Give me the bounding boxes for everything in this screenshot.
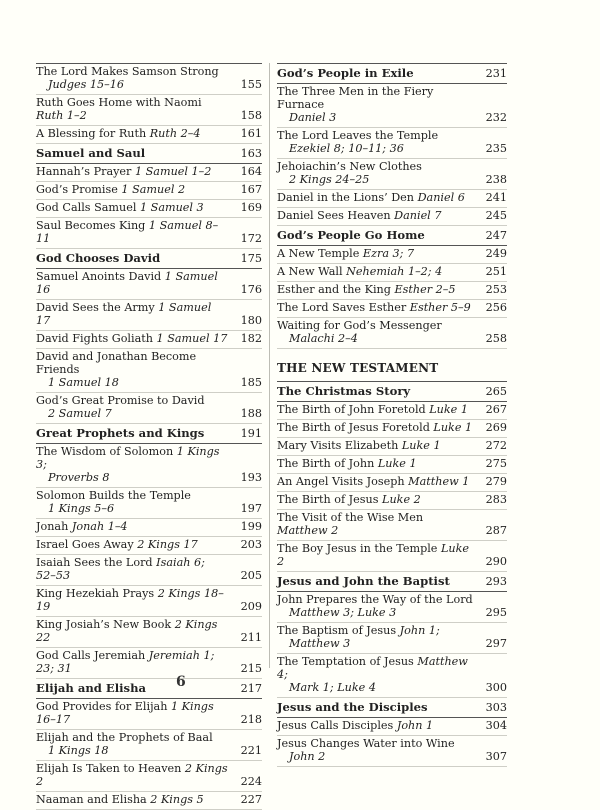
entry-title: The Boy Jesus in the Temple [277, 542, 441, 555]
toc-entry [36, 63, 262, 95]
toc-section-heading [277, 572, 507, 592]
entry-title: Elijah Is Taken to Heaven [36, 762, 185, 775]
page-ref: 224 [240, 775, 262, 788]
entry-title: The Three Men in the Fiery Furnace [277, 85, 434, 111]
toc-entry [277, 318, 507, 349]
section-title: Jesus and the Disciples [277, 700, 428, 714]
scripture-reference: Luke 1 [401, 439, 441, 452]
toc-entry [277, 438, 507, 456]
toc-entry [277, 736, 507, 767]
scripture-reference: 1 Kings 16–17 [36, 700, 214, 726]
entry-title: A New Temple [277, 247, 363, 260]
toc-entry [36, 331, 262, 349]
scripture-reference: 2 Kings 5 [150, 793, 204, 806]
toc-section-heading [36, 144, 262, 164]
page-ref: 211 [240, 631, 262, 644]
scripture-reference-continued: Malachi 2–4 [289, 332, 358, 345]
toc-entry [277, 456, 507, 474]
scripture-reference: 1 Samuel 1–2 [134, 165, 212, 178]
scripture-reference: Matthew 2 [277, 524, 339, 537]
toc-entry [36, 182, 262, 200]
scripture-reference: 1 Kings 3; [36, 445, 220, 471]
page-ref: 272 [485, 439, 507, 452]
page-ref: 188 [240, 407, 262, 420]
entry-title: Daniel Sees Heaven [277, 209, 395, 222]
scripture-reference: Jonah 1–4 [71, 520, 128, 533]
entry-title: John Prepares the Way of the Lord [277, 593, 473, 606]
scripture-reference: Ruth 1–2 [36, 109, 87, 122]
scripture-reference: 2 Kings 17 [137, 538, 198, 551]
scripture-reference: 1 Samuel 2 [121, 183, 186, 196]
toc-entry [36, 488, 262, 519]
page-ref: 295 [485, 606, 507, 619]
scripture-reference: Isaiah 6; 52–53 [36, 556, 205, 582]
toc-entry [36, 586, 262, 617]
toc-entry [36, 761, 262, 792]
entry-title: Israel Goes Away [36, 538, 138, 551]
toc-section-heading [36, 249, 262, 269]
scripture-reference: Luke 1 [377, 457, 417, 470]
toc-entry [277, 246, 507, 264]
page-ref: 275 [485, 457, 507, 470]
page-ref: 304 [485, 719, 507, 732]
section-title: Great Prophets and Kings [36, 426, 205, 440]
page-ref: 169 [240, 201, 262, 214]
toc-entry [277, 623, 507, 654]
toc-section-heading [36, 679, 262, 699]
section-title: God Chooses David [36, 251, 161, 265]
scripture-reference: Jeremiah 1; 23; 31 [36, 649, 215, 675]
toc-entry [36, 218, 262, 249]
toc-entry [36, 393, 262, 424]
scripture-reference: 1 Samuel 17 [156, 332, 228, 345]
scripture-reference: Esther 2–5 [394, 283, 456, 296]
page-ref: 155 [240, 78, 262, 91]
entry-title: The Baptism of Jesus [277, 624, 400, 637]
toc-entry [36, 648, 262, 679]
scripture-reference: 1 Samuel 3 [139, 201, 204, 214]
page-ref: 172 [240, 232, 262, 245]
entry-title: The Lord Leaves the Temple [277, 129, 439, 142]
page-ref: 163 [240, 147, 262, 160]
toc-entry [36, 555, 262, 586]
scripture-reference-continued: Matthew 3; Luke 3 [289, 606, 397, 619]
page-ref: 193 [240, 471, 262, 484]
entry-title: Isaiah Sees the Lord [36, 556, 157, 569]
toc-entry [277, 84, 507, 128]
toc-entry [277, 402, 507, 420]
scripture-reference: Luke 2 [277, 542, 470, 568]
scripture-reference: 2 Kings 2 [36, 762, 228, 788]
toc-entry [277, 510, 507, 541]
scripture-reference-continued: Ezekiel 8; 10–11; 36 [289, 142, 404, 155]
entry-title: David and Jonathan Become Friends [36, 350, 197, 376]
scripture-reference: Nehemiah 1–2; 4 [346, 265, 443, 278]
toc-section-heading [277, 382, 507, 402]
scripture-reference: Ruth 2–4 [149, 127, 201, 140]
page-ref: 269 [485, 421, 507, 434]
entry-title: Solomon Builds the Temple [36, 489, 191, 502]
entry-title: Mary Visits Elizabeth [277, 439, 402, 452]
scripture-reference: John 1; [399, 624, 440, 637]
entry-title: Jesus Calls Disciples [277, 719, 397, 732]
page-ref: 300 [485, 681, 507, 694]
entry-title: Jonah [36, 520, 72, 533]
entry-title: Naaman and Elisha [36, 793, 151, 806]
entry-title: Waiting for God’s Messenger [277, 319, 442, 332]
scripture-reference-continued: Daniel 3 [289, 111, 337, 124]
page-ref: 176 [240, 283, 262, 296]
section-title: The Christmas Story [277, 384, 411, 398]
toc-entry [277, 592, 507, 623]
scripture-reference: 2 Kings 22 [36, 618, 218, 644]
toc-entry [36, 444, 262, 488]
toc-entry [277, 474, 507, 492]
toc-entry [277, 420, 507, 438]
scripture-reference: 1 Samuel 17 [36, 301, 212, 327]
toc-entry [277, 128, 507, 159]
entry-title: The Lord Makes Samson Strong [36, 65, 219, 78]
entry-title: Saul Becomes King [36, 219, 149, 232]
scripture-reference: Daniel 7 [394, 209, 442, 222]
page-ref: 232 [485, 111, 507, 124]
entry-title: The Lord Saves Esther [277, 301, 410, 314]
toc-entry [36, 730, 262, 761]
toc-entry [277, 282, 507, 300]
entry-title: King Josiah’s New Book [36, 618, 175, 631]
scripture-reference: Ezra 3; 7 [362, 247, 415, 260]
scripture-reference: Matthew 4; [277, 655, 468, 681]
scripture-reference: John 1 [396, 719, 434, 732]
toc-entry [36, 269, 262, 300]
toc-entry [277, 159, 507, 190]
toc-entry [36, 519, 262, 537]
scripture-reference: Matthew 1 [408, 475, 470, 488]
toc-entry [36, 537, 262, 555]
page-ref: 203 [240, 538, 262, 551]
page-ref: 235 [485, 142, 507, 155]
page-ref: 287 [485, 524, 507, 537]
toc-entry [277, 190, 507, 208]
toc-section-heading [36, 424, 262, 444]
toc-section-heading [277, 63, 507, 84]
scripture-reference-continued: 1 Kings 5–6 [48, 502, 115, 515]
entry-title: Ruth Goes Home with Naomi [36, 96, 202, 109]
page-ref: 241 [485, 191, 507, 204]
page-ref: 167 [240, 183, 262, 196]
page-ref: 158 [240, 109, 262, 122]
page-number: 6 [176, 674, 186, 690]
entry-title: Daniel in the Lions’ Den [277, 191, 418, 204]
toc-entry [36, 349, 262, 393]
toc-right-column [277, 63, 507, 767]
page-ref: 303 [485, 701, 507, 714]
entry-title: Esther and the King [277, 283, 395, 296]
toc-entry [277, 492, 507, 510]
scripture-reference: 1 Samuel 8–11 [36, 219, 219, 245]
page-ref: 164 [240, 165, 262, 178]
scripture-reference-continued: John 2 [289, 750, 326, 763]
page-ref: 218 [240, 713, 262, 726]
page-ref: 215 [240, 662, 262, 675]
page-ref: 253 [485, 283, 507, 296]
entry-title: An Angel Visits Joseph [277, 475, 409, 488]
entry-title: Jesus Changes Water into Wine [277, 737, 455, 750]
scripture-reference: 1 Samuel 16 [36, 270, 218, 296]
scripture-reference-continued: 2 Kings 24–25 [289, 173, 370, 186]
toc-entry [277, 264, 507, 282]
toc-section-heading [277, 226, 507, 246]
scripture-reference-continued: 2 Samuel 7 [48, 407, 112, 420]
section-title: God’s People in Exile [277, 66, 414, 80]
scripture-reference-continued: Matthew 3 [289, 637, 351, 650]
entry-title: The Birth of John [277, 457, 378, 470]
page-ref: 221 [240, 744, 262, 757]
entry-title: The Temptation of Jesus [277, 655, 418, 668]
section-title: Jesus and John the Baptist [277, 574, 450, 588]
page-ref: 249 [485, 247, 507, 260]
page-ref: 161 [240, 127, 262, 140]
page-ref: 283 [485, 493, 507, 506]
page-ref: 245 [485, 209, 507, 222]
toc-entry [277, 300, 507, 318]
section-title: Elijah and Elisha [36, 681, 147, 695]
page-ref: 256 [485, 301, 507, 314]
toc-entry [277, 718, 507, 736]
testament-heading: THE NEW TESTAMENT [277, 349, 507, 382]
page-ref: 307 [485, 750, 507, 763]
entry-title: Hannah’s Prayer [36, 165, 135, 178]
page-ref: 290 [485, 555, 507, 568]
scripture-reference: 2 Kings 18–19 [36, 587, 224, 613]
scripture-reference-continued: Proverbs 8 [48, 471, 110, 484]
entry-title: God’s Promise [36, 183, 122, 196]
page-ref: 267 [485, 403, 507, 416]
page-ref: 180 [240, 314, 262, 327]
entry-title: A New Wall [277, 265, 347, 278]
entry-title: Samuel Anoints David [36, 270, 165, 283]
page-ref: 209 [240, 600, 262, 613]
entry-title: The Wisdom of Solomon [36, 445, 177, 458]
page-ref: 175 [240, 252, 262, 265]
entry-title: The Birth of Jesus Foretold [277, 421, 434, 434]
scripture-reference-continued: Mark 1; Luke 4 [289, 681, 376, 694]
scripture-reference-continued: 1 Samuel 18 [48, 376, 119, 389]
toc-entry [277, 541, 507, 572]
page-ref: 205 [240, 569, 262, 582]
toc-entry [36, 699, 262, 730]
scripture-reference-continued: Judges 15–16 [48, 78, 124, 91]
page-ref: 279 [485, 475, 507, 488]
page-ref: 293 [485, 575, 507, 588]
page-ref: 199 [240, 520, 262, 533]
scripture-reference: Daniel 6 [417, 191, 465, 204]
section-title: Samuel and Saul [36, 146, 146, 160]
page-ref: 227 [240, 793, 262, 806]
toc-entry [36, 200, 262, 218]
entry-title: God Calls Samuel [36, 201, 140, 214]
toc-entry [36, 300, 262, 331]
page-ref: 217 [240, 682, 262, 695]
scripture-reference-continued: 1 Kings 18 [48, 744, 109, 757]
entry-title: Jehoiachin’s New Clothes [277, 160, 422, 173]
toc-entry [36, 792, 262, 810]
toc-entry [277, 208, 507, 226]
page-ref: 191 [240, 427, 262, 440]
page-ref: 265 [485, 385, 507, 398]
entry-title: The Visit of the Wise Men [277, 511, 424, 524]
toc-entry [36, 95, 262, 126]
entry-title: God’s Great Promise to David [36, 394, 205, 407]
page-ref: 182 [240, 332, 262, 345]
page-ref: 251 [485, 265, 507, 278]
entry-title: God Calls Jeremiah [36, 649, 149, 662]
toc-entry [36, 617, 262, 648]
section-title: God’s People Go Home [277, 228, 425, 242]
toc-section-heading [277, 698, 507, 718]
toc-entry [277, 654, 507, 698]
page-ref: 231 [485, 67, 507, 80]
page-ref: 185 [240, 376, 262, 389]
page-ref: 297 [485, 637, 507, 650]
entry-title: The Birth of Jesus [277, 493, 383, 506]
toc-entry [36, 164, 262, 182]
page-ref: 197 [240, 502, 262, 515]
entry-title: The Birth of John Foretold [277, 403, 430, 416]
entry-title: God Provides for Elijah [36, 700, 171, 713]
entry-title: Elijah and the Prophets of Baal [36, 731, 213, 744]
page-ref: 258 [485, 332, 507, 345]
scripture-reference: Luke 1 [429, 403, 468, 416]
entry-title: King Hezekiah Prays [36, 587, 158, 600]
scripture-reference: Luke 2 [382, 493, 421, 506]
entry-title: David Fights Goliath [36, 332, 157, 345]
scripture-reference: Esther 5–9 [409, 301, 471, 314]
page-ref: 238 [485, 173, 507, 186]
toc-entry [36, 126, 262, 144]
entry-title: A Blessing for Ruth [36, 127, 150, 140]
scripture-reference: Luke 1 [433, 421, 473, 434]
entry-title: David Sees the Army [36, 301, 159, 314]
column-divider [269, 63, 270, 668]
page-ref: 247 [485, 229, 507, 242]
